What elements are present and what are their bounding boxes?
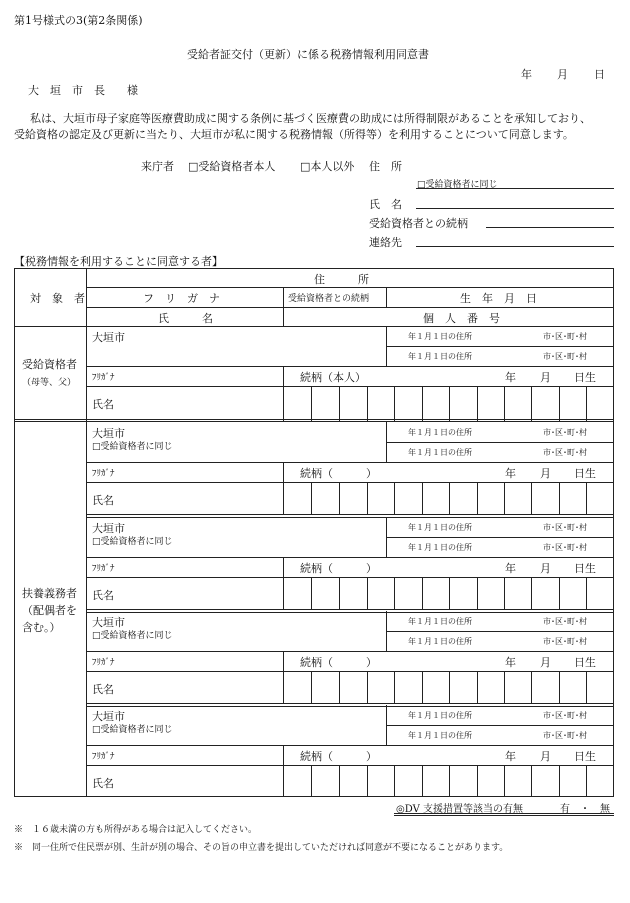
dependents-mynumber-field-0[interactable] <box>285 483 612 513</box>
table-rule <box>386 631 614 632</box>
recipient-furigana-label-0: ﾌﾘｶﾞﾅ <box>92 373 115 383</box>
table-rule <box>86 651 614 652</box>
note-1: ※ １６歳未満の方も所得がある場合は記入してください。 <box>14 825 258 835</box>
recipient-city-ward-a-0: 市･区･町･村 <box>543 332 587 341</box>
visitor-name-label: 氏 名 <box>369 198 402 211</box>
table-rule <box>86 745 614 746</box>
visitor-contact-label: 連絡先 <box>369 236 402 249</box>
dependents-jan1-address-a-2: 年１月１日の住所 <box>408 617 472 626</box>
dependents-city-ward-a-3: 市･区･町･村 <box>543 711 587 720</box>
recipient-birth-month-0: 月 <box>540 371 551 384</box>
consent-text-line2: 受給資格の認定及び更新に当たり、大垣市が私に関する税務情報（所得等）を利用することについて同意します。 <box>14 128 574 141</box>
table-rule <box>283 745 284 797</box>
dependents-birth-day-2: 日生 <box>574 656 596 669</box>
dependent-separator <box>86 612 614 613</box>
visitor-self-checkbox[interactable]: □受給資格者本人 <box>188 160 276 173</box>
recipient-label: 受給資格者 <box>22 358 77 371</box>
table-rule <box>283 557 284 609</box>
recipient-jan1-address-b-0: 年１月１日の住所 <box>408 352 472 361</box>
visitor-same-as-checkbox[interactable]: □受給資格者に同じ <box>417 180 498 190</box>
dependents-mynumber-field-3[interactable] <box>285 766 612 796</box>
dependents-name-label-1: 氏名 <box>92 589 114 602</box>
dependents-jan1-address-b-0: 年１月１日の住所 <box>408 448 472 457</box>
header-birthdate: 生 年 月 日 <box>460 292 537 305</box>
dependents-city-3: 大垣市 <box>92 710 125 723</box>
addressee: 大 垣 市 長 様 <box>28 84 138 97</box>
date-month-label: 月 <box>557 68 568 81</box>
dependents-jan1-address-b-2: 年１月１日の住所 <box>408 637 472 646</box>
dependents-birth-year-3: 年 <box>505 750 516 763</box>
visitor-other-checkbox[interactable]: □本人以外 <box>300 160 355 173</box>
header-address: 住 所 <box>314 273 369 286</box>
consent-text-line1: 私は、大垣市母子家庭等医療費助成に関する条例に基づく医療費の助成には所得制限があることを承知しており、 <box>30 112 591 125</box>
dependents-furigana-label-1: ﾌﾘｶﾞﾅ <box>92 564 115 574</box>
dependents-city-ward-b-0: 市･区･町･村 <box>543 448 587 457</box>
dependent-separator <box>86 514 614 515</box>
dependents-city-2: 大垣市 <box>92 616 125 629</box>
recipient-sublabel: （母等、父） <box>22 378 77 388</box>
visitor-relation-label: 受給資格者との続柄 <box>369 217 468 230</box>
dependents-relation-2: 続柄（ ） <box>300 656 377 669</box>
dependents-furigana-label-0: ﾌﾘｶﾞﾅ <box>92 469 115 479</box>
recipient-jan1-address-a-0: 年１月１日の住所 <box>408 332 472 341</box>
dependents-same-as-checkbox-2[interactable]: □受給資格者に同じ <box>92 631 173 641</box>
table-rule <box>386 442 614 443</box>
dv-underline <box>394 813 614 816</box>
col-divider <box>86 268 87 797</box>
dependents-city-1: 大垣市 <box>92 522 125 535</box>
recipient-relation-0: 続柄（本人） <box>300 371 366 384</box>
section-title: 【税務情報を利用することに同意する者】 <box>14 255 223 268</box>
table-rule <box>386 287 387 307</box>
dependents-birth-day-3: 日生 <box>574 750 596 763</box>
header-relation: 受給資格者との続柄 <box>288 294 370 304</box>
table-rule <box>86 462 614 463</box>
dependents-birth-month-1: 月 <box>540 562 551 575</box>
note-2: ※ 同一住所で住民票が別、生計が別の場合、その旨の申立書を提出していただければ同意が不要になることがあります。 <box>14 843 509 853</box>
dependents-same-as-checkbox-1[interactable]: □受給資格者に同じ <box>92 537 173 547</box>
dependents-furigana-label-3: ﾌﾘｶﾞﾅ <box>92 752 115 762</box>
visitor-address-field[interactable] <box>416 188 614 189</box>
table-rule <box>386 346 614 347</box>
recipient-city-ward-b-0: 市･区･町･村 <box>543 352 587 361</box>
date-year-label: 年 <box>521 68 532 81</box>
dependents-jan1-address-a-3: 年１月１日の住所 <box>408 711 472 720</box>
table-rule <box>386 725 614 726</box>
dependents-birth-year-2: 年 <box>505 656 516 669</box>
dependents-city-ward-a-2: 市･区･町･村 <box>543 617 587 626</box>
dependents-birth-month-0: 月 <box>540 467 551 480</box>
table-rule <box>86 557 614 558</box>
header-target: 対 象 者 <box>30 292 85 305</box>
dependents-name-field-3[interactable] <box>88 766 281 796</box>
header-mynumber: 個 人 番 号 <box>423 312 500 325</box>
dependents-city-ward-b-2: 市･区･町･村 <box>543 637 587 646</box>
dependents-birth-day-1: 日生 <box>574 562 596 575</box>
date-day-label: 日 <box>594 68 605 81</box>
table-rule <box>86 366 614 367</box>
dependents-name-label-3: 氏名 <box>92 777 114 790</box>
dependents-same-as-checkbox-3[interactable]: □受給資格者に同じ <box>92 725 173 735</box>
recipient-name-label-0: 氏名 <box>92 398 114 411</box>
dependents-name-label-2: 氏名 <box>92 683 114 696</box>
dependents-name-field-2[interactable] <box>88 672 281 702</box>
table-rule <box>386 537 614 538</box>
table-rule <box>283 287 284 326</box>
dependents-jan1-address-a-0: 年１月１日の住所 <box>408 428 472 437</box>
dependents-birth-month-2: 月 <box>540 656 551 669</box>
visitor-relation-field[interactable] <box>486 227 614 228</box>
visitor-name-field[interactable] <box>416 208 614 209</box>
table-rule <box>86 287 614 288</box>
header-furigana: フ リ ガ ナ <box>143 292 220 305</box>
dependents-sublabel-1: （配偶者を <box>22 604 77 617</box>
dependents-birth-day-0: 日生 <box>574 467 596 480</box>
table-rule <box>14 326 614 327</box>
dependents-mynumber-field-2[interactable] <box>285 672 612 702</box>
dependent-separator <box>86 609 614 610</box>
visitor-address-label: 住 所 <box>369 160 402 173</box>
visitor-label: 来庁者 <box>141 160 174 173</box>
dependents-name-field-1[interactable] <box>88 578 281 608</box>
document-title: 受給者証交付（更新）に係る税務情報利用同意書 <box>187 48 429 61</box>
dependent-separator <box>86 706 614 707</box>
recipient-city-0: 大垣市 <box>92 331 125 344</box>
recipient-birth-day-0: 日生 <box>574 371 596 384</box>
dependent-separator <box>86 703 614 704</box>
dependents-city-ward-a-1: 市･区･町･村 <box>543 523 587 532</box>
dependents-jan1-address-a-1: 年１月１日の住所 <box>408 523 472 532</box>
dependents-jan1-address-b-3: 年１月１日の住所 <box>408 731 472 740</box>
recipient-mynumber-field-0[interactable] <box>285 387 612 420</box>
table-rule <box>86 307 614 308</box>
dependents-name-field-0[interactable] <box>88 483 281 513</box>
dependents-same-as-checkbox-0[interactable]: □受給資格者に同じ <box>92 442 173 452</box>
table-rule <box>283 462 284 514</box>
dv-support-label: ◎DV 支援措置等該当の有無 <box>396 804 523 815</box>
dependents-relation-3: 続柄（ ） <box>300 750 377 763</box>
dependents-sublabel-2: 含む。） <box>22 621 61 634</box>
dependents-relation-1: 続柄（ ） <box>300 562 377 575</box>
dependents-furigana-label-2: ﾌﾘｶﾞﾅ <box>92 658 115 668</box>
header-name: 氏 名 <box>158 312 213 325</box>
dv-support-options[interactable]: 有 ・ 無 <box>560 804 610 815</box>
table-rule <box>283 651 284 703</box>
dependents-city-ward-b-1: 市･区･町･村 <box>543 543 587 552</box>
recipient-name-field-0[interactable] <box>88 387 281 420</box>
visitor-contact-field[interactable] <box>416 246 614 247</box>
dependents-city-0: 大垣市 <box>92 427 125 440</box>
dependents-city-ward-b-3: 市･区･町･村 <box>543 731 587 740</box>
dependents-city-ward-a-0: 市･区･町･村 <box>543 428 587 437</box>
dependents-birth-month-3: 月 <box>540 750 551 763</box>
dependents-birth-year-1: 年 <box>505 562 516 575</box>
dependent-separator <box>86 517 614 518</box>
dependents-mynumber-field-1[interactable] <box>285 578 612 608</box>
dependents-relation-0: 続柄（ ） <box>300 467 377 480</box>
dependents-birth-year-0: 年 <box>505 467 516 480</box>
dependents-jan1-address-b-1: 年１月１日の住所 <box>408 543 472 552</box>
recipient-birth-year-0: 年 <box>505 371 516 384</box>
form-number: 第1号様式の3(第2条関係) <box>14 14 143 27</box>
table-rule <box>283 366 284 421</box>
section-divider <box>14 419 614 422</box>
dependents-label: 扶養義務者 <box>22 587 77 600</box>
dependents-name-label-0: 氏名 <box>92 494 114 507</box>
